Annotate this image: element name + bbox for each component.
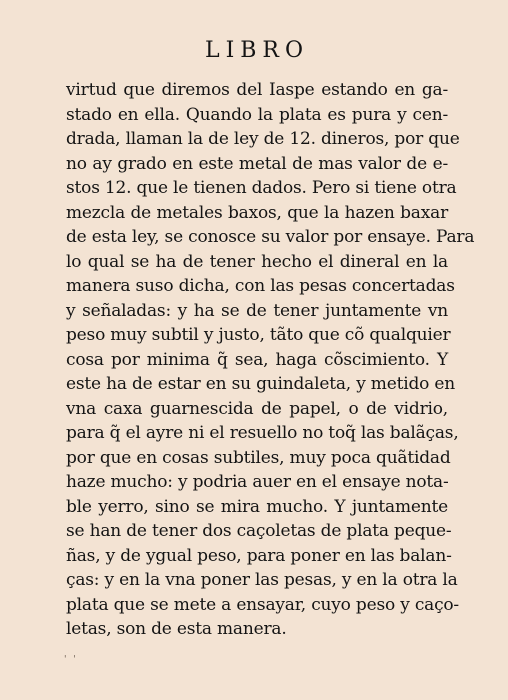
text-line: ças: y en la vna poner las pesas, y en la otra la bbox=[66, 570, 458, 590]
text-line: y señaladas: y ha se de tener juntamente vn bbox=[66, 300, 448, 321]
text-line: manera suso dicha, con las pesas concertadas bbox=[66, 276, 455, 296]
text-line: por que en cosas subtiles, muy poca quãtidad bbox=[66, 447, 451, 468]
text-line: mezcla de metales baxos, que la hazen baxar bbox=[66, 202, 448, 223]
text-line: vna caxa guarnescida de papel, o de vidrio, bbox=[66, 398, 448, 419]
text-line: stos 12. que le tienen dados. Pero si tiene otra bbox=[66, 178, 457, 198]
text-line: ble yerro, sino se mira mucho. Y juntamente bbox=[66, 496, 448, 517]
text-line: se han de tener dos caçoletas de plata peque- bbox=[66, 521, 452, 541]
text-line: cosa por minima q̃ sea, haga cõscimiento. Y bbox=[66, 349, 448, 370]
text-line: para q̃ el ayre ni el resuello no toq̃ las balãças, bbox=[66, 423, 459, 443]
text-line: de esta ley, se conosce su valor por ensaye. Para bbox=[66, 227, 475, 247]
running-header: LIBRO bbox=[204, 38, 310, 63]
text-line: plata que se mete a ensayar, cuyo peso y caço- bbox=[66, 594, 459, 615]
text-line: ñas, y de ygual peso, para poner en las balan- bbox=[66, 545, 452, 566]
text-line: letas, son de esta manera. bbox=[66, 619, 287, 639]
body-text bbox=[66, 78, 475, 642]
text-line: lo qual se ha de tener hecho el dineral en la bbox=[66, 251, 448, 272]
text-line: drada, llaman la de ley de 12. dineros, por que bbox=[66, 129, 460, 149]
footer-marks: ' ' bbox=[64, 655, 78, 665]
text-line: este ha de estar en su guindaleta, y metido en bbox=[66, 374, 455, 394]
text-line: no ay grado en este metal de mas valor de e- bbox=[66, 153, 448, 174]
text-line: peso muy subtil y justo, tãto que cõ qualquier bbox=[66, 325, 451, 345]
text-line: stado en ella. Quando la plata es pura y cen- bbox=[66, 104, 448, 125]
text-line: virtud que diremos del Iaspe estando en ga- bbox=[66, 80, 448, 100]
text-line: haze mucho: y podria auer en el ensaye nota- bbox=[66, 472, 449, 492]
